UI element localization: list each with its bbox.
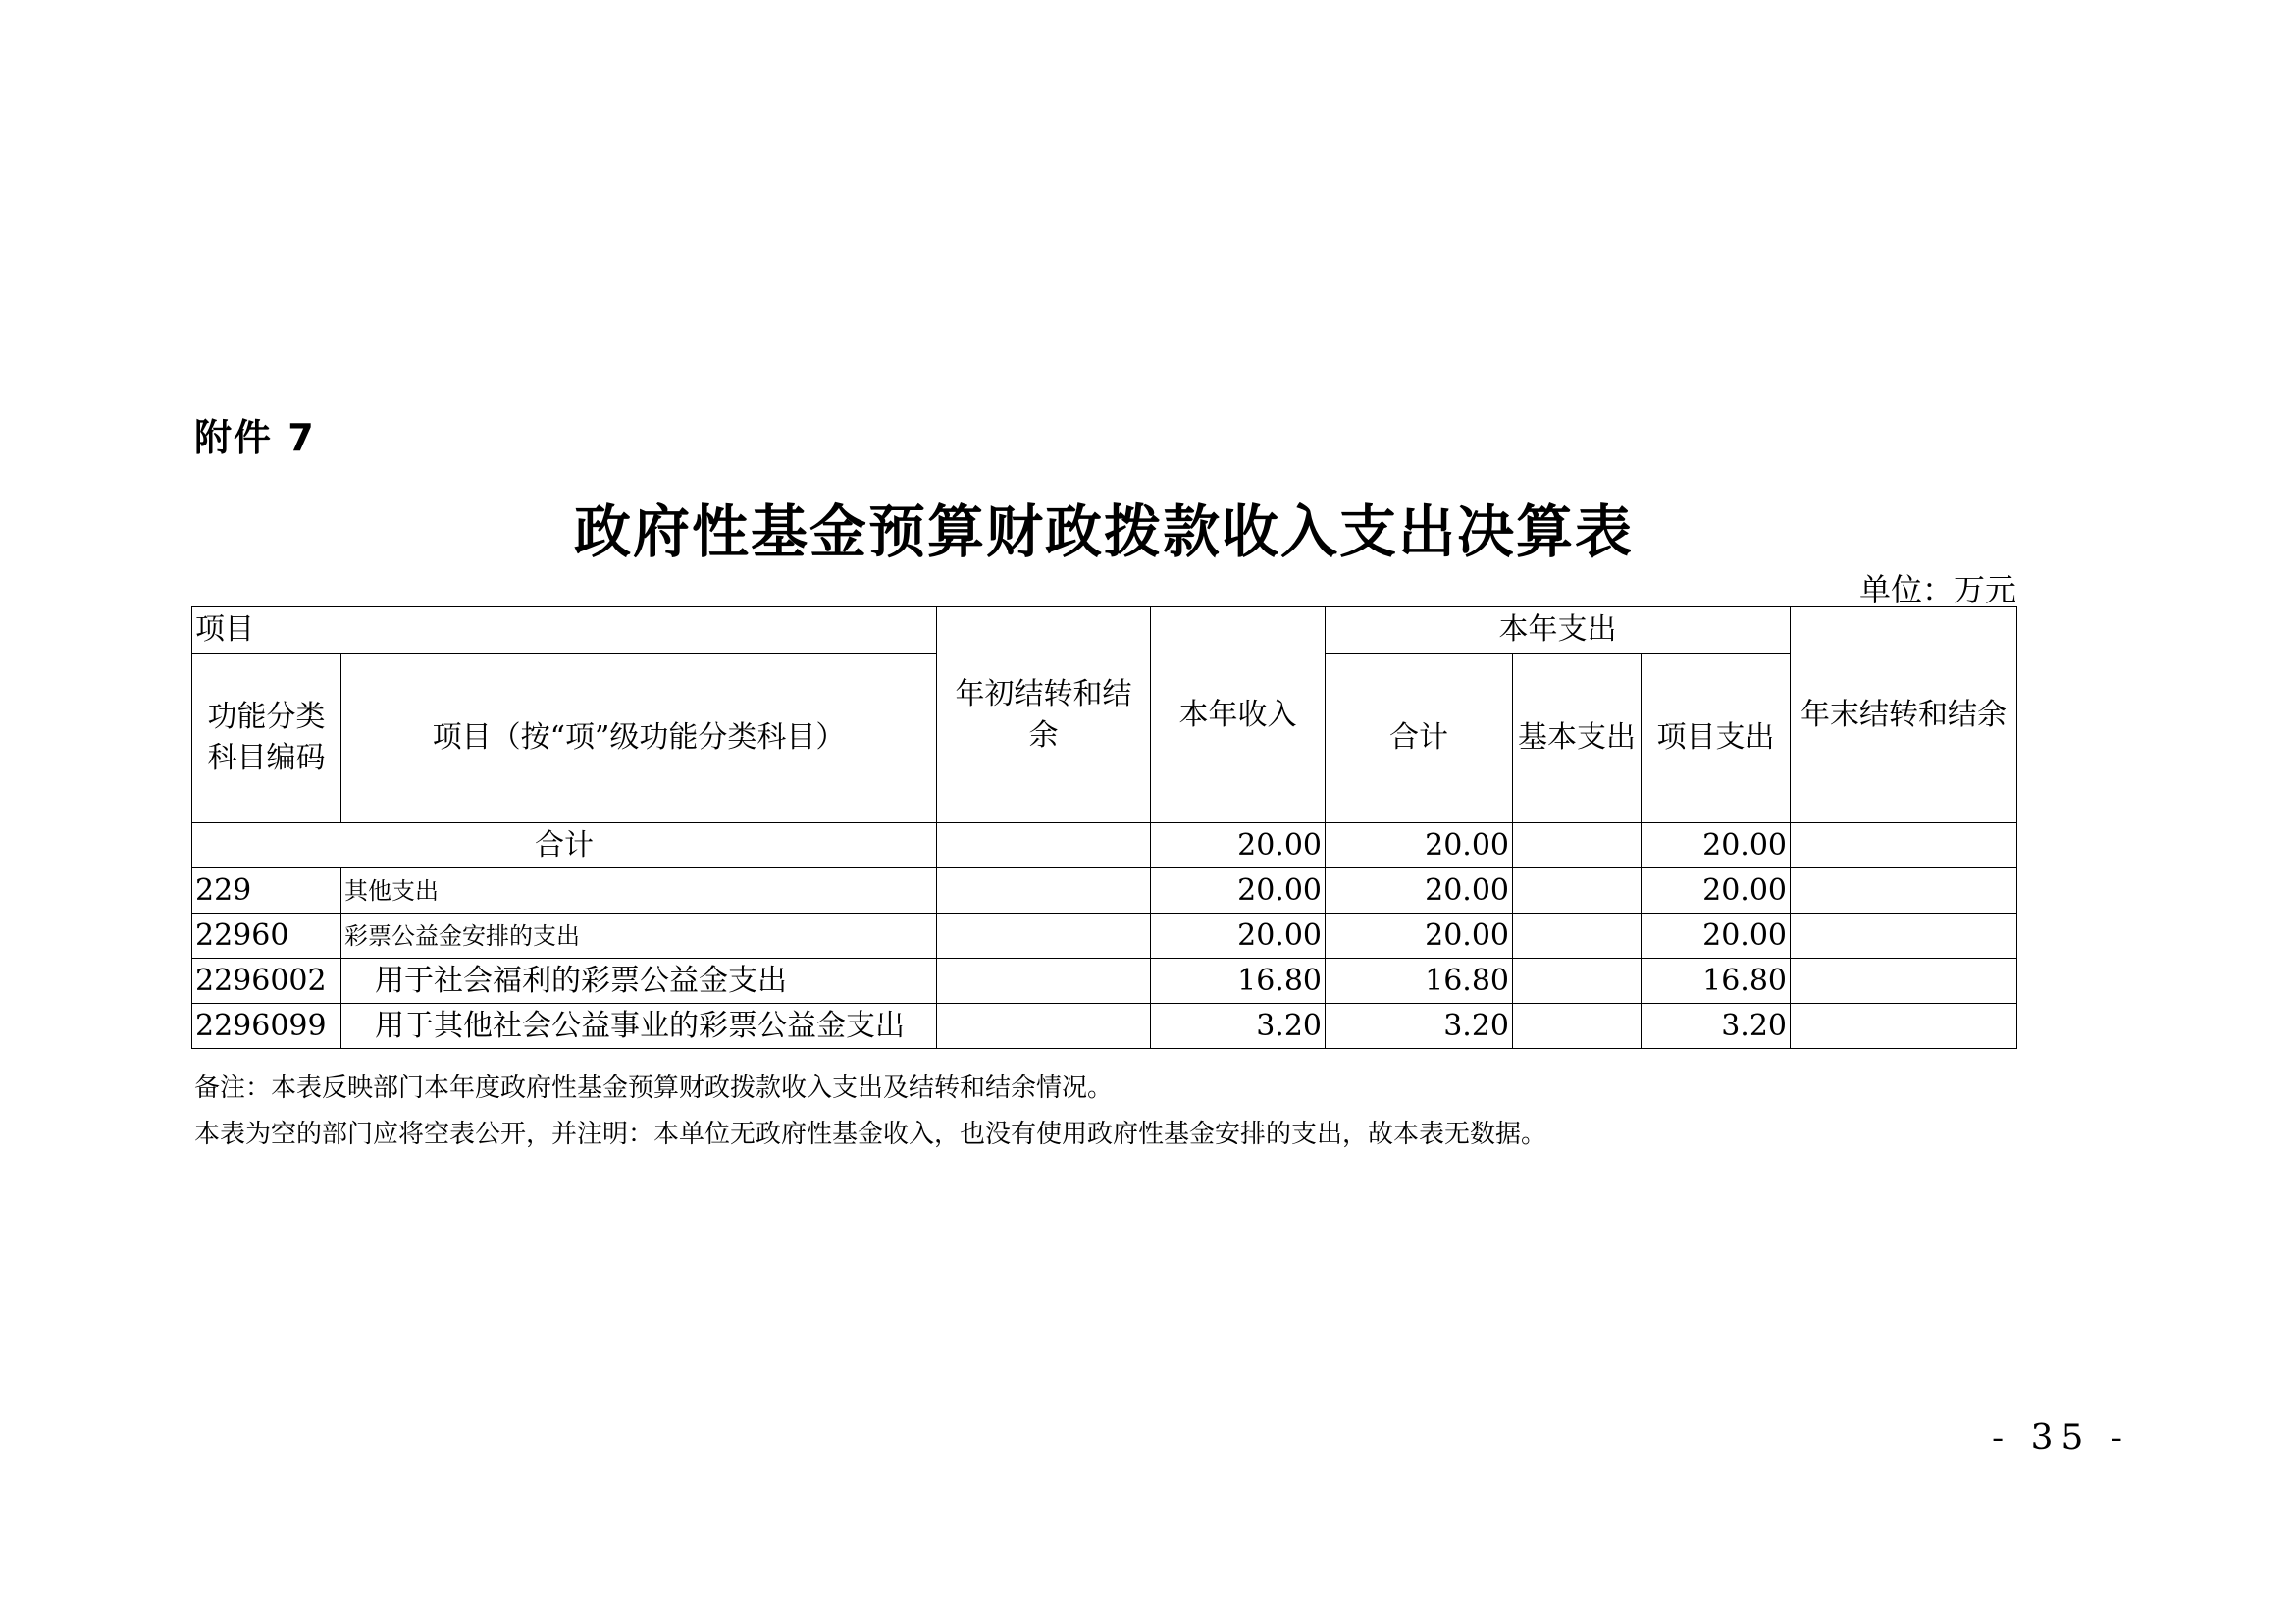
total-basic-expense <box>1513 823 1642 868</box>
page-title: 政府性基金预算财政拨款收入支出决算表 <box>573 498 1634 565</box>
header-current-expense: 本年支出 <box>1326 607 1791 654</box>
header-item-name: 项目（按“项”级功能分类科目） <box>341 654 937 823</box>
header-current-income: 本年收入 <box>1151 607 1326 823</box>
row-closing-balance <box>1791 959 2017 1004</box>
table-row <box>192 914 2017 959</box>
total-project-expense: 20.00 <box>1642 823 1791 868</box>
header-project-expense: 项目支出 <box>1642 654 1791 823</box>
table-row <box>192 959 2017 1004</box>
row-name: 用于其他社会公益事业的彩票公益金支出 <box>341 1004 937 1049</box>
row-income: 16.80 <box>1151 959 1326 1004</box>
row-opening-balance <box>937 959 1151 1004</box>
row-name: 用于社会福利的彩票公益金支出 <box>341 959 937 1004</box>
row-project-expense: 16.80 <box>1642 959 1791 1004</box>
page-number: - 35 - <box>1992 1418 2131 1458</box>
row-income: 20.00 <box>1151 868 1326 914</box>
row-code: 229 <box>192 868 341 914</box>
row-code: 22960 <box>192 914 341 959</box>
row-opening-balance <box>937 868 1151 914</box>
total-expense-total: 20.00 <box>1326 823 1513 868</box>
table-row <box>192 868 2017 914</box>
attachment-label: 附件 7 <box>194 416 316 459</box>
row-opening-balance <box>937 914 1151 959</box>
row-closing-balance <box>1791 868 2017 914</box>
row-project-expense: 20.00 <box>1642 914 1791 959</box>
note-empty-table: 本表为空的部门应将空表公开，并注明：本单位无政府性基金收入，也没有使用政府性基金安排的支出，故本表无数据。 <box>194 1120 1547 1149</box>
row-basic-expense <box>1513 1004 1642 1049</box>
row-code: 2296099 <box>192 1004 341 1049</box>
row-closing-balance <box>1791 1004 2017 1049</box>
row-basic-expense <box>1513 959 1642 1004</box>
row-expense-total: 3.20 <box>1326 1004 1513 1049</box>
total-opening-balance <box>937 823 1151 868</box>
row-income: 3.20 <box>1151 1004 1326 1049</box>
header-code: 功能分类科目编码 <box>192 654 341 823</box>
row-name: 其他支出 <box>341 868 937 914</box>
row-project-expense: 3.20 <box>1642 1004 1791 1049</box>
row-income: 20.00 <box>1151 914 1326 959</box>
row-opening-balance <box>937 1004 1151 1049</box>
row-expense-total: 20.00 <box>1326 914 1513 959</box>
header-closing-balance: 年末结转和结余 <box>1791 607 2017 823</box>
row-basic-expense <box>1513 868 1642 914</box>
row-project-expense: 20.00 <box>1642 868 1791 914</box>
header-expense-total: 合计 <box>1326 654 1513 823</box>
header-item: 项目 <box>192 607 937 654</box>
total-label: 合计 <box>192 823 937 868</box>
row-code: 2296002 <box>192 959 341 1004</box>
row-expense-total: 20.00 <box>1326 868 1513 914</box>
row-name: 彩票公益金安排的支出 <box>341 914 937 959</box>
budget-table <box>191 606 2017 1049</box>
header-basic-expense: 基本支出 <box>1513 654 1642 823</box>
table-row <box>192 1004 2017 1049</box>
row-basic-expense <box>1513 914 1642 959</box>
note-remark: 备注：本表反映部门本年度政府性基金预算财政拨款收入支出及结转和结余情况。 <box>194 1074 1114 1103</box>
header-opening-balance: 年初结转和结余 <box>937 607 1151 823</box>
row-expense-total: 16.80 <box>1326 959 1513 1004</box>
total-closing-balance <box>1791 823 2017 868</box>
total-income: 20.00 <box>1151 823 1326 868</box>
total-row <box>192 823 2017 868</box>
unit-label: 单位：万元 <box>1858 571 2016 608</box>
row-closing-balance <box>1791 914 2017 959</box>
